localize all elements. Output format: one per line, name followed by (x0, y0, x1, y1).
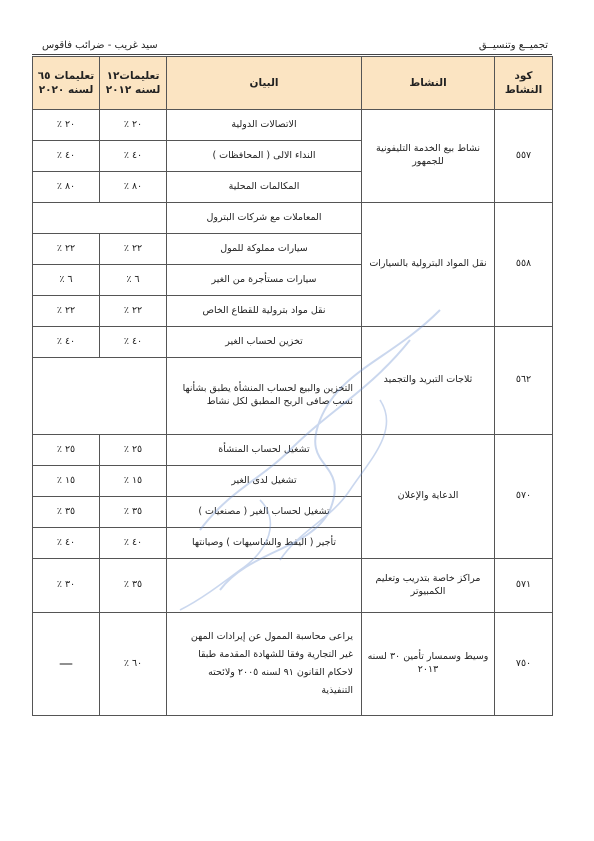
activity-code: ٥٥٧ (495, 110, 553, 203)
column-header-activity: النشاط (362, 57, 495, 110)
column-header-instructions-2012: تعليمات١٢ لسنه ٢٠١٢ (100, 57, 167, 110)
rate-2020-cell: ٤٠ ٪ (33, 327, 100, 358)
column-header-instructions-2020: تعليمات ٦٥ لسنه ٢٠٢٠ (33, 57, 100, 110)
column-header-statement: البيان (167, 57, 362, 110)
rate-2012-cell: ٢٥ ٪ (100, 435, 167, 466)
statement-cell: تأجير ( اليفط والشاسيهات ) وصيانتها (167, 528, 362, 559)
rate-2012-cell: ٦ ٪ (100, 265, 167, 296)
rate-2020-cell: ٨٠ ٪ (33, 172, 100, 203)
activity-name: نقل المواد البترولية بالسيارات (362, 203, 495, 327)
activity-name: وسيط وسمسار تأمين ٣٠ لسنه ٢٠١٣ (362, 613, 495, 716)
activity-rates-table (32, 56, 553, 716)
activity-name: مراكز خاصة بتدريب وتعليم الكمبيوتر (362, 559, 495, 613)
rate-2012-cell: ٢٢ ٪ (100, 296, 167, 327)
statement-cell: النداء الالى ( المحافظات ) (167, 141, 362, 172)
activity-code: ٥٥٨ (495, 203, 553, 327)
statement-cell: المكالمات المحلية (167, 172, 362, 203)
statement-cell: نقل مواد بترولية للقطاع الخاص (167, 296, 362, 327)
rate-2012-cell: ٤٠ ٪ (100, 141, 167, 172)
table-row (33, 613, 553, 716)
statement-cell: تشغيل لدى الغير (167, 466, 362, 497)
statement-cell: الاتصالات الدولية (167, 110, 362, 141)
rate-2020-cell: ٢٢ ٪ (33, 234, 100, 265)
rate-merged-cell (33, 358, 167, 435)
activity-code: ٥٧١ (495, 559, 553, 613)
table-row (33, 327, 553, 358)
statement-cell: التخزين والبيع لحساب المنشأة يطبق بشأنها نسب صافى الربح المطبق لكل نشاط (167, 358, 362, 435)
activity-name: ثلاجات التبريد والتجميد (362, 327, 495, 435)
statement-cell: سيارات مستأجرة من الغير (167, 265, 362, 296)
rate-2020-cell: ٢٢ ٪ (33, 296, 100, 327)
activity-code: ٧٥٠ (495, 613, 553, 716)
rate-merged-cell (33, 203, 167, 234)
rate-2020-cell: — (33, 613, 100, 716)
statement-cell: تشغيل لحساب المنشأة (167, 435, 362, 466)
rate-2020-cell: ٤٠ ٪ (33, 528, 100, 559)
column-header-code: كود النشاط (495, 57, 553, 110)
rate-2020-cell: ٤٠ ٪ (33, 141, 100, 172)
header-divider (32, 54, 552, 55)
rate-2020-cell: ٦ ٪ (33, 265, 100, 296)
rate-2012-cell: ٨٠ ٪ (100, 172, 167, 203)
rate-2020-cell: ١٥ ٪ (33, 466, 100, 497)
table-row (33, 110, 553, 141)
statement-cell (167, 559, 362, 613)
table-header-row (33, 57, 553, 110)
activity-code: ٥٦٢ (495, 327, 553, 435)
table-row (33, 435, 553, 466)
table-row (33, 203, 553, 234)
rate-2012-cell: ٢٠ ٪ (100, 110, 167, 141)
rate-2012-cell: ٦٠ ٪ (100, 613, 167, 716)
activity-code: ٥٧٠ (495, 435, 553, 559)
statement-cell: تخزين لحساب الغير (167, 327, 362, 358)
rate-2012-cell: ٤٠ ٪ (100, 528, 167, 559)
rate-2012-cell: ٣٥ ٪ (100, 559, 167, 613)
activity-name: نشاط بيع الخدمة التليفونية للجمهور (362, 110, 495, 203)
statement-cell: المعاملات مع شركات البترول (167, 203, 362, 234)
rate-2012-cell: ٢٢ ٪ (100, 234, 167, 265)
table-row (33, 559, 553, 613)
rate-2020-cell: ٣٥ ٪ (33, 497, 100, 528)
statement-cell: تشغيل لحساب الغير ( مصنعيات ) (167, 497, 362, 528)
statement-cell: سيارات مملوكة للمول (167, 234, 362, 265)
rate-2012-cell: ٣٥ ٪ (100, 497, 167, 528)
statement-cell: يراعى محاسبة الممول عن إيرادات المهن غير التجارية وفقا للشهادة المقدمة طبقا لاحكام القانون ٩١ لسنه ٢٠٠٥ ولائحته التنفيذية (167, 613, 362, 716)
rate-2020-cell: ٣٠ ٪ (33, 559, 100, 613)
header-compiled-by: تجميــع وتنسيــق (478, 40, 548, 51)
rate-2012-cell: ١٥ ٪ (100, 466, 167, 497)
rate-2020-cell: ٢٥ ٪ (33, 435, 100, 466)
rate-2012-cell: ٤٠ ٪ (100, 327, 167, 358)
rate-2020-cell: ٢٠ ٪ (33, 110, 100, 141)
activity-name: الدعاية والإعلان (362, 435, 495, 559)
header-author: سيد غريب - ضرائب فاقوس (42, 40, 158, 51)
